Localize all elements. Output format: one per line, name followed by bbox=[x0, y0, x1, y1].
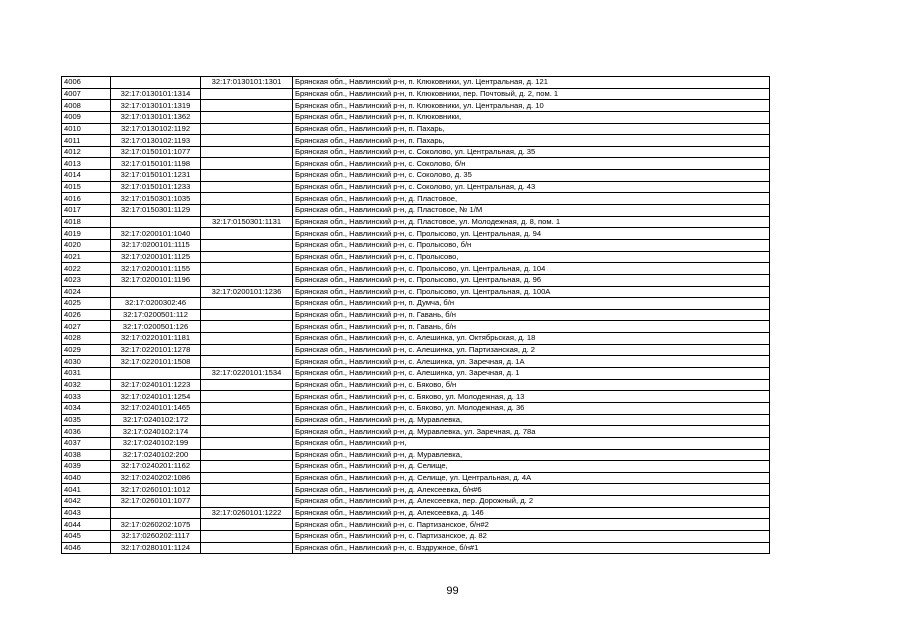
cadastral-number-cell bbox=[111, 368, 201, 380]
address-cell: Брянская обл., Навлинский р-н, д. Алексеевка, д. 146 bbox=[293, 507, 770, 519]
address-cell: Брянская обл., Навлинский р-н, д. Муравлевка, bbox=[293, 449, 770, 461]
cadastral-number-alt-cell bbox=[201, 274, 293, 286]
table-row bbox=[62, 263, 770, 275]
cadastral-number-alt-cell: 32:17:0200101:1236 bbox=[201, 286, 293, 298]
cadastral-number-alt-cell bbox=[201, 437, 293, 449]
table-row bbox=[62, 216, 770, 228]
cadastral-number-cell: 32:17:0200501:126 bbox=[111, 321, 201, 333]
cadastral-number-alt-cell bbox=[201, 309, 293, 321]
table-body bbox=[62, 77, 770, 554]
cadastral-number-alt-cell bbox=[201, 391, 293, 403]
row-number-cell: 4025 bbox=[62, 298, 111, 310]
cadastral-number-cell: 32:17:0150101:1233 bbox=[111, 181, 201, 193]
table-row bbox=[62, 530, 770, 542]
address-cell: Брянская обл., Навлинский р-н, с. Пролысово, ул. Центральная, д. 96 bbox=[293, 274, 770, 286]
row-number-cell: 4029 bbox=[62, 344, 111, 356]
table-row bbox=[62, 193, 770, 205]
cadastral-number-cell: 32:17:0240101:1254 bbox=[111, 391, 201, 403]
cadastral-number-cell: 32:17:0150301:1129 bbox=[111, 205, 201, 217]
address-cell: Брянская обл., Навлинский р-н, с. Алешинка, ул. Партизанская, д. 2 bbox=[293, 344, 770, 356]
row-number-cell: 4028 bbox=[62, 333, 111, 345]
cadastral-number-alt-cell bbox=[201, 146, 293, 158]
cadastral-number-cell: 32:17:0240101:1223 bbox=[111, 379, 201, 391]
address-cell: Брянская обл., Навлинский р-н, п. Клюковники, пер. Почтовый, д. 2, пом. 1 bbox=[293, 88, 770, 100]
cadastral-number-cell: 32:17:0130101:1362 bbox=[111, 111, 201, 123]
table-row bbox=[62, 507, 770, 519]
row-number-cell: 4034 bbox=[62, 402, 111, 414]
address-cell: Брянская обл., Навлинский р-н, п. Гавань, б/н bbox=[293, 321, 770, 333]
cadastral-number-alt-cell bbox=[201, 333, 293, 345]
table-row bbox=[62, 472, 770, 484]
row-number-cell: 4030 bbox=[62, 356, 111, 368]
cadastral-number-alt-cell bbox=[201, 449, 293, 461]
address-cell: Брянская обл., Навлинский р-н, д. Селище, ул. Центральная, д. 4А bbox=[293, 472, 770, 484]
cadastral-number-alt-cell bbox=[201, 356, 293, 368]
cadastral-number-alt-cell bbox=[201, 170, 293, 182]
table-row bbox=[62, 146, 770, 158]
table-row bbox=[62, 205, 770, 217]
row-number-cell: 4022 bbox=[62, 263, 111, 275]
table-row bbox=[62, 274, 770, 286]
cadastral-number-cell: 32:17:0240102:174 bbox=[111, 426, 201, 438]
cadastral-number-alt-cell bbox=[201, 344, 293, 356]
cadastral-number-cell: 32:17:0150101:1231 bbox=[111, 170, 201, 182]
row-number-cell: 4046 bbox=[62, 542, 111, 554]
cadastral-number-alt-cell bbox=[201, 88, 293, 100]
row-number-cell: 4044 bbox=[62, 519, 111, 531]
cadastral-number-alt-cell bbox=[201, 239, 293, 251]
cadastral-number-cell: 32:17:0260202:1075 bbox=[111, 519, 201, 531]
address-cell: Брянская обл., Навлинский р-н, с. Соколово, ул. Центральная, д. 35 bbox=[293, 146, 770, 158]
row-number-cell: 4015 bbox=[62, 181, 111, 193]
cadastral-number-alt-cell bbox=[201, 402, 293, 414]
address-cell: Брянская обл., Навлинский р-н, с. Пролысово, ул. Центральная, д. 104 bbox=[293, 263, 770, 275]
cadastral-number-cell bbox=[111, 216, 201, 228]
row-number-cell: 4007 bbox=[62, 88, 111, 100]
cadastral-number-cell: 32:17:0200101:1196 bbox=[111, 274, 201, 286]
cadastral-number-alt-cell bbox=[201, 426, 293, 438]
row-number-cell: 4011 bbox=[62, 135, 111, 147]
table-row bbox=[62, 449, 770, 461]
table-row bbox=[62, 111, 770, 123]
table-row bbox=[62, 426, 770, 438]
cadastral-number-alt-cell: 32:17:0220101:1534 bbox=[201, 368, 293, 380]
row-number-cell: 4012 bbox=[62, 146, 111, 158]
row-number-cell: 4013 bbox=[62, 158, 111, 170]
cadastral-number-cell: 32:17:0150301:1035 bbox=[111, 193, 201, 205]
row-number-cell: 4041 bbox=[62, 484, 111, 496]
cadastral-number-cell: 32:17:0200302:46 bbox=[111, 298, 201, 310]
row-number-cell: 4017 bbox=[62, 205, 111, 217]
cadastral-number-cell: 32:17:0200101:1125 bbox=[111, 251, 201, 263]
address-cell: Брянская обл., Навлинский р-н, с. Пролысово, ул. Центральная, д. 100А bbox=[293, 286, 770, 298]
address-cell: Брянская обл., Навлинский р-н, с. Вздружное, б/н#1 bbox=[293, 542, 770, 554]
table-row bbox=[62, 123, 770, 135]
table-row bbox=[62, 321, 770, 333]
table-row bbox=[62, 239, 770, 251]
row-number-cell: 4031 bbox=[62, 368, 111, 380]
row-number-cell: 4040 bbox=[62, 472, 111, 484]
table-row bbox=[62, 391, 770, 403]
address-cell: Брянская обл., Навлинский р-н, с. Пролысово, ул. Центральная, д. 94 bbox=[293, 228, 770, 240]
cadastral-number-alt-cell bbox=[201, 158, 293, 170]
cadastral-number-cell: 32:17:0220101:1278 bbox=[111, 344, 201, 356]
row-number-cell: 4039 bbox=[62, 461, 111, 473]
address-cell: Брянская обл., Навлинский р-н, п. Клюковники, bbox=[293, 111, 770, 123]
row-number-cell: 4021 bbox=[62, 251, 111, 263]
property-table bbox=[61, 76, 770, 554]
table-row bbox=[62, 484, 770, 496]
cadastral-number-cell: 32:17:0200501:112 bbox=[111, 309, 201, 321]
table-row bbox=[62, 379, 770, 391]
address-cell: Брянская обл., Навлинский р-н, д. Муравлевка, bbox=[293, 414, 770, 426]
row-number-cell: 4037 bbox=[62, 437, 111, 449]
table-row bbox=[62, 251, 770, 263]
cadastral-number-cell: 32:17:0130102:1193 bbox=[111, 135, 201, 147]
row-number-cell: 4006 bbox=[62, 77, 111, 89]
row-number-cell: 4042 bbox=[62, 496, 111, 508]
row-number-cell: 4032 bbox=[62, 379, 111, 391]
cadastral-number-alt-cell bbox=[201, 461, 293, 473]
address-cell: Брянская обл., Навлинский р-н, д. Алексеевка, пер. Дорожный, д. 2 bbox=[293, 496, 770, 508]
cadastral-number-alt-cell bbox=[201, 298, 293, 310]
table-row bbox=[62, 414, 770, 426]
table-row bbox=[62, 496, 770, 508]
cadastral-number-cell: 32:17:0220101:1508 bbox=[111, 356, 201, 368]
cadastral-number-alt-cell bbox=[201, 205, 293, 217]
cadastral-number-cell: 32:17:0150101:1198 bbox=[111, 158, 201, 170]
row-number-cell: 4010 bbox=[62, 123, 111, 135]
cadastral-number-alt-cell bbox=[201, 484, 293, 496]
cadastral-number-cell: 32:17:0240201:1162 bbox=[111, 461, 201, 473]
cadastral-number-alt-cell bbox=[201, 472, 293, 484]
row-number-cell: 4036 bbox=[62, 426, 111, 438]
row-number-cell: 4035 bbox=[62, 414, 111, 426]
table-row bbox=[62, 228, 770, 240]
row-number-cell: 4038 bbox=[62, 449, 111, 461]
address-cell: Брянская обл., Навлинский р-н, п. Пахарь, bbox=[293, 123, 770, 135]
row-number-cell: 4009 bbox=[62, 111, 111, 123]
address-cell: Брянская обл., Навлинский р-н, д. Муравлевка, ул. Заречная, д. 78а bbox=[293, 426, 770, 438]
cadastral-number-alt-cell bbox=[201, 542, 293, 554]
cadastral-number-alt-cell bbox=[201, 530, 293, 542]
row-number-cell: 4014 bbox=[62, 170, 111, 182]
cadastral-number-alt-cell bbox=[201, 111, 293, 123]
cadastral-number-cell: 32:17:0240102:199 bbox=[111, 437, 201, 449]
cadastral-number-cell: 32:17:0260101:1077 bbox=[111, 496, 201, 508]
address-cell: Брянская обл., Навлинский р-н, с. Соколово, д. 35 bbox=[293, 170, 770, 182]
cadastral-number-cell: 32:17:0150101:1077 bbox=[111, 146, 201, 158]
row-number-cell: 4023 bbox=[62, 274, 111, 286]
cadastral-number-alt-cell bbox=[201, 100, 293, 112]
cadastral-number-cell bbox=[111, 507, 201, 519]
address-cell: Брянская обл., Навлинский р-н, п. Клюковники, ул. Центральная, д. 10 bbox=[293, 100, 770, 112]
row-number-cell: 4045 bbox=[62, 530, 111, 542]
address-cell: Брянская обл., Навлинский р-н, с. Пролысово, б/н bbox=[293, 239, 770, 251]
address-cell: Брянская обл., Навлинский р-н, с. Партизанское, б/н#2 bbox=[293, 519, 770, 531]
address-cell: Брянская обл., Навлинский р-н, с. Соколово, ул. Центральная, д. 43 bbox=[293, 181, 770, 193]
address-cell: Брянская обл., Навлинский р-н, с. Бяково, б/н bbox=[293, 379, 770, 391]
address-cell: Брянская обл., Навлинский р-н, д. Пластовое, № 1/М bbox=[293, 205, 770, 217]
row-number-cell: 4020 bbox=[62, 239, 111, 251]
row-number-cell: 4043 bbox=[62, 507, 111, 519]
page-number: 99 bbox=[446, 585, 459, 597]
cadastral-number-cell: 32:17:0130101:1314 bbox=[111, 88, 201, 100]
address-cell: Брянская обл., Навлинский р-н, п. Пахарь, bbox=[293, 135, 770, 147]
table-row bbox=[62, 461, 770, 473]
address-cell: Брянская обл., Навлинский р-н, д. Селище, bbox=[293, 461, 770, 473]
address-cell: Брянская обл., Навлинский р-н, д. Пластовое, bbox=[293, 193, 770, 205]
address-cell: Брянская обл., Навлинский р-н, с. Алешинка, ул. Октябрьская, д. 18 bbox=[293, 333, 770, 345]
row-number-cell: 4008 bbox=[62, 100, 111, 112]
table-row bbox=[62, 519, 770, 531]
table-row bbox=[62, 344, 770, 356]
row-number-cell: 4033 bbox=[62, 391, 111, 403]
address-cell: Брянская обл., Навлинский р-н, п. Гавань, б/н bbox=[293, 309, 770, 321]
cadastral-number-cell: 32:17:0200101:1040 bbox=[111, 228, 201, 240]
table-row bbox=[62, 298, 770, 310]
table-row bbox=[62, 88, 770, 100]
cadastral-number-cell: 32:17:0200101:1155 bbox=[111, 263, 201, 275]
row-number-cell: 4027 bbox=[62, 321, 111, 333]
cadastral-number-alt-cell bbox=[201, 123, 293, 135]
row-number-cell: 4016 bbox=[62, 193, 111, 205]
cadastral-number-alt-cell: 32:17:0150301:1131 bbox=[201, 216, 293, 228]
cadastral-number-alt-cell: 32:17:0130101:1301 bbox=[201, 77, 293, 89]
cadastral-number-cell: 32:17:0240101:1465 bbox=[111, 402, 201, 414]
address-cell: Брянская обл., Навлинский р-н, п. Клюковники, ул. Центральная, д. 121 bbox=[293, 77, 770, 89]
table-row bbox=[62, 356, 770, 368]
table-row bbox=[62, 286, 770, 298]
cadastral-number-cell: 32:17:0240202:1086 bbox=[111, 472, 201, 484]
row-number-cell: 4026 bbox=[62, 309, 111, 321]
cadastral-number-alt-cell bbox=[201, 263, 293, 275]
address-cell: Брянская обл., Навлинский р-н, с. Бяково, ул. Молодежная, д. 36 bbox=[293, 402, 770, 414]
address-cell: Брянская обл., Навлинский р-н, bbox=[293, 437, 770, 449]
table-row bbox=[62, 170, 770, 182]
cadastral-number-cell: 32:17:0130101:1319 bbox=[111, 100, 201, 112]
table-row bbox=[62, 402, 770, 414]
cadastral-number-alt-cell bbox=[201, 496, 293, 508]
address-cell: Брянская обл., Навлинский р-н, п. Думча, б/н bbox=[293, 298, 770, 310]
address-cell: Брянская обл., Навлинский р-н, с. Партизанское, д. 82 bbox=[293, 530, 770, 542]
cadastral-number-alt-cell: 32:17:0260101:1222 bbox=[201, 507, 293, 519]
cadastral-number-cell: 32:17:0280101:1124 bbox=[111, 542, 201, 554]
address-cell: Брянская обл., Навлинский р-н, д. Алексеевка, б/н#6 bbox=[293, 484, 770, 496]
cadastral-number-alt-cell bbox=[201, 519, 293, 531]
cadastral-number-cell: 32:17:0260202:1117 bbox=[111, 530, 201, 542]
table-row bbox=[62, 100, 770, 112]
cadastral-number-cell: 32:17:0200101:1115 bbox=[111, 239, 201, 251]
address-cell: Брянская обл., Навлинский р-н, с. Алешинка, ул. Заречная, д. 1А bbox=[293, 356, 770, 368]
table-row bbox=[62, 368, 770, 380]
row-number-cell: 4018 bbox=[62, 216, 111, 228]
cadastral-number-cell: 32:17:0220101:1181 bbox=[111, 333, 201, 345]
cadastral-number-cell bbox=[111, 286, 201, 298]
cadastral-number-cell: 32:17:0130102:1192 bbox=[111, 123, 201, 135]
cadastral-number-alt-cell bbox=[201, 193, 293, 205]
address-cell: Брянская обл., Навлинский р-н, с. Соколово, б/н bbox=[293, 158, 770, 170]
row-number-cell: 4024 bbox=[62, 286, 111, 298]
cadastral-number-cell bbox=[111, 77, 201, 89]
table-row bbox=[62, 309, 770, 321]
cadastral-number-alt-cell bbox=[201, 379, 293, 391]
cadastral-number-alt-cell bbox=[201, 251, 293, 263]
row-number-cell: 4019 bbox=[62, 228, 111, 240]
address-cell: Брянская обл., Навлинский р-н, с. Бяково, ул. Молодежная, д. 13 bbox=[293, 391, 770, 403]
table-row bbox=[62, 158, 770, 170]
table-row bbox=[62, 333, 770, 345]
cadastral-number-alt-cell bbox=[201, 414, 293, 426]
table-row bbox=[62, 135, 770, 147]
table-row bbox=[62, 77, 770, 89]
cadastral-number-alt-cell bbox=[201, 181, 293, 193]
cadastral-number-cell: 32:17:0240102:172 bbox=[111, 414, 201, 426]
cadastral-number-alt-cell bbox=[201, 135, 293, 147]
cadastral-number-cell: 32:17:0240102:200 bbox=[111, 449, 201, 461]
cadastral-number-alt-cell bbox=[201, 228, 293, 240]
table-row bbox=[62, 181, 770, 193]
table-row bbox=[62, 437, 770, 449]
cadastral-number-alt-cell bbox=[201, 321, 293, 333]
address-cell: Брянская обл., Навлинский р-н, с. Алешинка, ул. Заречная, д. 1 bbox=[293, 368, 770, 380]
address-cell: Брянская обл., Навлинский р-н, с. Пролысово, bbox=[293, 251, 770, 263]
cadastral-number-cell: 32:17:0260101:1012 bbox=[111, 484, 201, 496]
table-row bbox=[62, 542, 770, 554]
address-cell: Брянская обл., Навлинский р-н, д. Пластовое, ул. Молодежная, д. 8, пом. 1 bbox=[293, 216, 770, 228]
